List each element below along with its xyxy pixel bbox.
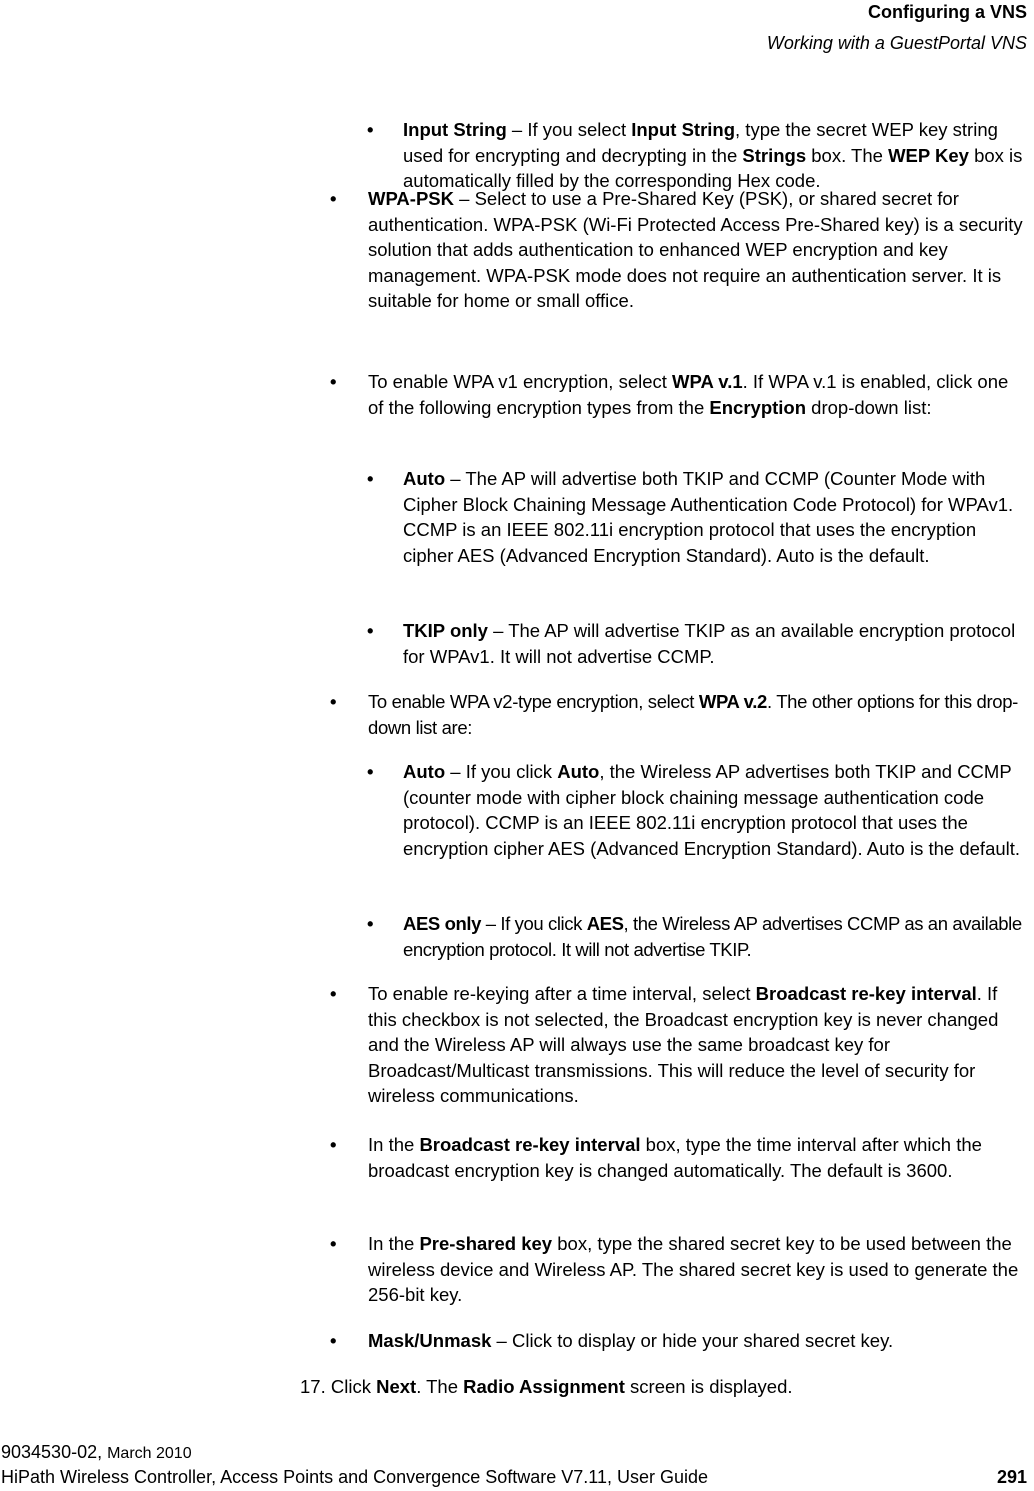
list-item-auto-v1: Auto – The AP will advertise both TKIP and CCMP (Counter Mode with Cipher Block Chaining Message Authentication Code Protocol) for WPAv1. CCMP is an IEEE 802.11i encryption protocol that uses the encryption cipher AES (Advanced Encryption Standard). Auto is the default. — [403, 468, 1014, 566]
term: Mask/Unmask — [368, 1330, 492, 1351]
bullet: • — [367, 119, 374, 140]
bullet: • — [367, 761, 374, 782]
list-item-input-string: Input String – If you select Input String, type the secret WEP key string used for encrypting and decrypting in the Strings box. The WEP Key box is automatically filled by the corresponding Hex code. — [403, 119, 1023, 191]
bullet: • — [367, 468, 374, 489]
list-item-mask-unmask: Mask/Unmask – Click to display or hide your shared secret key. — [368, 1330, 894, 1351]
bullet: • — [330, 1330, 337, 1351]
list-item-wpa-v2: To enable WPA v2-type encryption, select WPA v.2. The other options for this drop-down list are: — [368, 691, 1018, 738]
list-item-wpa-psk: WPA-PSK – Select to use a Pre-Shared Key (PSK), or shared secret for authentication. WPA-PSK (Wi-Fi Protected Access Pre-Shared key) is a security solution that adds authentication to enhanced WEP encryption and key management. WPA-PSK mode does not require an authentication server. It is suitable for home or small office. — [368, 188, 1023, 311]
bullet: • — [330, 371, 337, 392]
term: Auto — [403, 468, 446, 489]
term: Auto — [403, 761, 446, 782]
bullet: • — [330, 983, 337, 1004]
list-item-rekey-box: In the Broadcast re-key interval box, type the time interval after which the broadcast encryption key is changed automatically. The default is 3600. — [368, 1134, 982, 1181]
list-item-auto-v2: Auto – If you click Auto, the Wireless AP advertises both TKIP and CCMP (counter mode with cipher block chaining message authentication code protocol). CCMP is an IEEE 802.11i encryption protocol that uses the encryption cipher AES (Advanced Encryption Standard). Auto is the default. — [403, 761, 1021, 859]
header-chapter-title: Configuring a VNS — [868, 2, 1027, 22]
term: AES only — [403, 913, 482, 934]
term: TKIP only — [403, 620, 488, 641]
bullet: • — [330, 1134, 337, 1155]
bullet: • — [367, 913, 374, 934]
list-item-rekey-interval: To enable re-keying after a time interval, select Broadcast re-key interval. If this checkbox is not selected, the Broadcast encryption key is never changed and the Wireless AP will always use the same broadcast key for Broadcast/Multicast transmissions. This will reduce the level of security for wireless communications. — [368, 983, 999, 1106]
page-number: 291 — [996, 1467, 1027, 1487]
list-item-wpa-v1: To enable WPA v1 encryption, select WPA v.1. If WPA v.1 is enabled, click one of the following encryption types from the Encryption drop-down list: — [368, 371, 1009, 418]
list-item-aes-only: AES only – If you click AES, the Wireless AP advertises CCMP as an available encryption protocol. It will not advertise TKIP. — [403, 913, 1022, 960]
bullet: • — [330, 691, 337, 712]
bullet: • — [367, 620, 374, 641]
term: WPA-PSK — [368, 188, 454, 209]
bullet: • — [330, 188, 337, 209]
bullet: • — [330, 1233, 337, 1254]
term: Input String — [403, 119, 507, 140]
footer-doc-id: 9034530-02, March 2010 — [1, 1442, 192, 1462]
list-item-pre-shared-key: In the Pre-shared key box, type the shared secret key to be used between the wireless device and Wireless AP. The shared secret key is used to generate the 256-bit key. — [368, 1233, 1019, 1305]
list-item-tkip-only: TKIP only – The AP will advertise TKIP as an available encryption protocol for WPAv1. It will not advertise CCMP. — [403, 620, 1016, 667]
step-17: 17. Click Next. The Radio Assignment screen is displayed. — [300, 1376, 793, 1397]
footer-guide-title: HiPath Wireless Controller, Access Points and Convergence Software V7.11, User Guide — [1, 1467, 709, 1487]
header-section-title: Working with a GuestPortal VNS — [766, 33, 1027, 53]
